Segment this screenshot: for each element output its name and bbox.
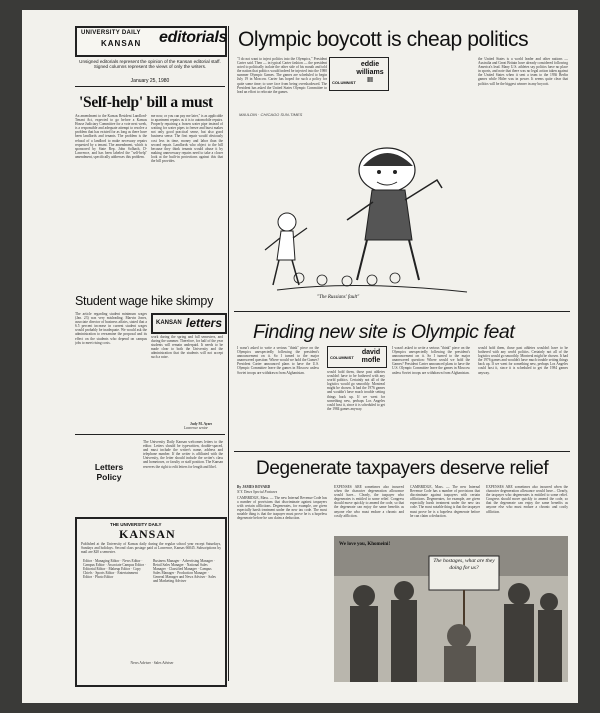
finding-col2: would hold them, those past athletes wouldn't have to be bothered with any world politics. Certainly not all of the logistics would go smoothly. Montreal might be chosen. It had the 1976 games and wouldn't have much trouble setting things back up. If we went for something new, perhaps Los Angeles could host it, since it is scheduled to get the 1984 games anyway. — [327, 370, 385, 411]
finding-headline: Finding new site is Olympic feat — [253, 321, 515, 343]
cartoon-caption: "The Russians' fault" — [317, 295, 360, 300]
photo-sign-text: The hostages, what are they doing for us? — [433, 558, 495, 571]
degenerate-headline: Degenerate taxpayers deserve relief — [256, 458, 549, 479]
staff-column-1: Editor · Managing Editor · News Editor · Campus Editor · Associate Campus Editor · Editorial Editor · Makeup Editor · Copy Chiefs · Sports Editor · Entertainment Editor · Photo Editor — [83, 559, 147, 580]
self-help-col1: An amendment to the Kansas Resident Landlord-Tenant Act, expected to go before a Kansas House Judiciary Committee for a vote next week, is a responsible and adequate attempt to resolve a problem that has existed for as long as there have been landlords and tenants. The problem is the refusal of a landlord to make necessary repairs requested by a tenant. The amendment, which is sponsored by State Rep. John Solbach, D-Lawrence, and has been labeled the "self-help" amendment, specifically addresses this problem. — [75, 114, 147, 159]
staff-line2: KANSAN — [119, 527, 176, 541]
rule — [234, 451, 570, 452]
degenerate-byline: By JAMES BOVARD — [237, 485, 271, 489]
wage-headline: Student wage hike skimpy — [75, 294, 214, 308]
column-divider — [228, 26, 229, 681]
letters-header — [151, 313, 227, 334]
staff-advisers: News Adviser · Sales Adviser — [130, 661, 174, 665]
masthead-line2: KANSAN — [101, 39, 142, 48]
columnist-label: COLUMNIST — [332, 80, 356, 85]
finding-col3: I wasn't asked to write a serious "think" piece on the Olympics unexpectedly following the president's announcement on it. So I turned to the major unanswered question: Where would we hold the Games? President Carter announced plans to have the U.S. Olympic Committee leave the games in Moscow unless Soviet troops are withdrawn from Afghanistan. — [392, 346, 470, 375]
masthead-box — [75, 26, 227, 57]
staff-line1: THE UNIVERSITY DAILY — [110, 522, 162, 527]
degenerate-byline-2: N.Y. Times Special Features — [237, 490, 278, 494]
columnist-name: eddie williams III — [356, 61, 384, 84]
columnist-name: david mofle — [361, 349, 381, 364]
masthead-line1: UNIVERSITY DAILY — [81, 30, 141, 36]
letters-policy-body: The University Daily Kansan welcomes letters to the editor. Letters should be typewritten, double-spaced, and must include the writer's name, address and telephone number. If the writer is affiliated with the University, the letter should include the writer's class and hometown, or faculty or staff position. The Kansan reserves the right to edit letters for length and libel. — [143, 440, 223, 469]
degenerate-col1: CAMBRIDGE, Mass. — The new Internal Revenue Code has a number of provisions that discriminate against taxpayers with certain afflictions. Degenerates, for example, are given especially harsh treatment under the new tax code. The most notable thing is that the taxpayer must prove he is a hopeless degenerate before he can claim a deduction. — [237, 496, 327, 521]
degenerate-col3: CAMBRIDGE, Mass. — The new Internal Revenue Code has a number of provisions that discriminate against taxpayers with certain afflictions. Degenerates, for example, are given especially harsh treatment under the new tax code. The most notable thing is that the taxpayer must prove he is a hopeless degenerate before he can claim a deduction. — [410, 485, 480, 518]
columnist-label: COLUMNIST — [330, 355, 354, 360]
self-help-headline: 'Self-help' bill a must — [79, 94, 213, 111]
finding-col4: would hold them, those past athletes wouldn't have to be bothered with any world politics. Certainly not all of the logistics would go smoothly. Montreal might be chosen. It had the 1976 games and wouldn't have much trouble setting things back up. If we went for something new, perhaps Los Angeles could host it, since it is scheduled to get the 1984 games anyway. — [478, 346, 568, 375]
staff-body: Published at the University of Kansas daily during the regular school year except Saturdays, Sundays and holidays. Second class postage paid at Lawrence, Kansas 66045. Subscriptions by mail are $20 a semester. — [81, 542, 221, 554]
finding-columnist-box — [327, 346, 387, 368]
rule — [234, 311, 570, 312]
olympic-columnist-box — [329, 57, 389, 91]
policy-note: Unsigned editorials represent the opinion of the Kansan editorial staff. Signed columns represent the views of only the writers. — [79, 59, 221, 70]
wage-body: The article regarding student minimum wages (Jan. 23) was very misleading. Marvin Jones, associate director of business affairs, stated that a 6.5 percent increase in current student wages would probably be inadequate. We would ask the administration to reexamine the proposal and its effect on the students who depend on campus jobs to meet rising costs. — [75, 312, 147, 345]
staff-column-2: Business Manager · Advertising Manager · Retail Sales Manager · National Sales Manager · Classified Manager · Campus Sales Manager · Production Manager · General Manager and News Adviser · Sales and Marketing Adviser — [153, 559, 216, 584]
degenerate-col4: EXPENSES ARE sometimes also incurred when the character degeneration allowance would have... Clearly, the taxpayer who degenerates is entitled to some relief. Congress should move quickly to amend the code, so that the degenerate can enjoy the same benefits as anyone else who must endure a chronic and costly affliction. — [486, 485, 568, 514]
self-help-col2: me now, or you can pay me later," is as applicable to apartment repairs as it is to automobile repairs. Properly repairing a frozen water pipe instead of waiting for water pipes to freeze and burst makes not only good practical sense, but also good business sense. The first repair would obviously cost less in time, money and labor than the second repair. Landlords who object to the bill because they think tenants would abuse it by making unnecessary repairs need to take a closer look at the built-in protections against this that the bill provides. — [151, 114, 223, 164]
olympic-col2: the United States is a world leader and other nations — Australia and Great Britain have already considered following America's lead. Many U.S. athletes say politics have no place in sports, and note that there was no legal action taken against the United States when it sent a team to the 1936 Berlin games while Hitler was in power. It seems quite clear that politics will be the biggest winner in any boycott. — [478, 57, 568, 86]
protest-photo — [334, 536, 568, 682]
olympic-headline: Olympic boycott is cheap politics — [238, 28, 529, 51]
degenerate-col2: EXPENSES ARE sometimes also incurred when the character degeneration allowance would have... Clearly, the taxpayer who degenerates is entitled to some relief. Congress should move quickly to amend the code, so that the degenerate can enjoy the same benefits as anyone else who must endure a chronic and costly affliction. — [334, 485, 404, 518]
rule — [75, 434, 225, 435]
letters-word: letters — [186, 316, 223, 330]
editorial-cartoon — [237, 110, 473, 305]
staff-box — [75, 517, 227, 687]
cartoon-illustration — [237, 110, 473, 305]
rule — [75, 86, 225, 87]
photo-sign-2: We love you, Khomeini! — [339, 542, 391, 547]
olympic-col1: "I do not want to inject politics into the Olympics," President Carter said. Then — in typical Carter fashion — the president acted to politically isolate the other side of his mouth and told the nation that politics would indeed be injected into the 1980 summer Olympic Games. The games are scheduled to begin July 19 in Moscow. Carter has hoped for such a policy for quite some time; to save face from being overshadowed. The President has asked the United States Olympic Committee to lead an effort to relocate the games. — [237, 57, 327, 94]
letters-policy-title: Letters Policy — [94, 462, 124, 482]
letters-body: work during the spring and fall semesters, and during the summer. Therefore, for half of the year students will remain underpaid. It needs to be made clear to both the University and the administration that the students will not accept such a raise. — [151, 335, 223, 360]
newspaper-page — [22, 10, 578, 703]
issue-date: January 25, 1980 — [130, 78, 170, 84]
signature-name: Judy M. Ayars — [190, 422, 213, 426]
finding-col1: I wasn't asked to write a serious "think" piece on the Olympics unexpectedly following the president's announcement on it. So I turned to the major unanswered question: Where would we hold the Games? President Carter announced plans to have the U.S. Olympic Committee leave the games in Moscow unless Soviet troops are withdrawn from Afghanistan. — [237, 346, 319, 375]
masthead-section: editorials — [159, 29, 228, 46]
cartoon-credit: MAULDIN · CHICAGO SUN-TIMES — [239, 112, 303, 117]
letters-prefix: KANSAN — [156, 320, 182, 326]
signature-title: Lawrence senior — [184, 426, 208, 430]
